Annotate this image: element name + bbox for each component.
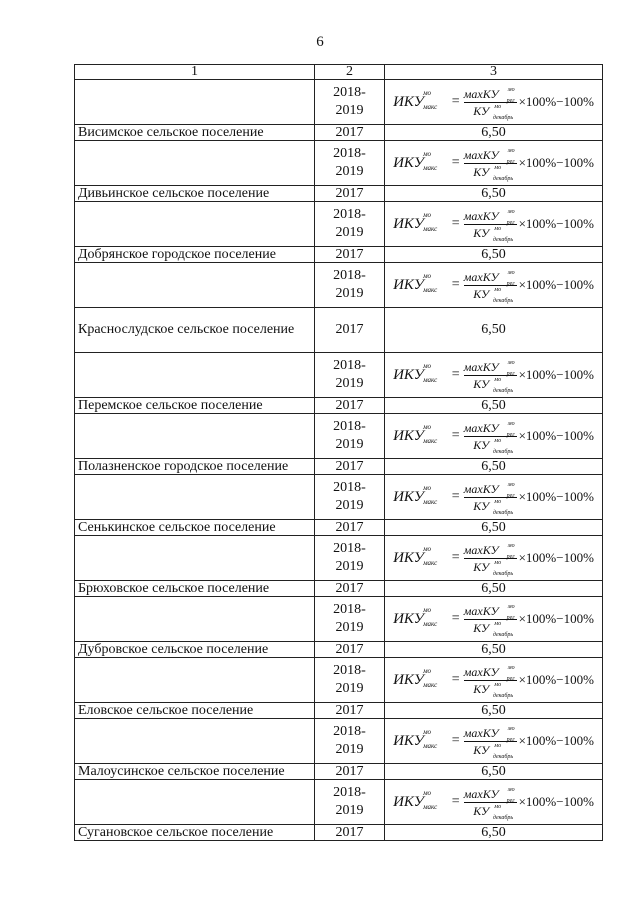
settlement-name-cell: Дивьинское сельское поселение — [75, 186, 315, 202]
formula-denominator-sup: мо — [494, 103, 502, 110]
formula-numerator-sub: рег — [506, 280, 515, 287]
formula-cell — [385, 263, 603, 308]
year-cell: 2017 — [315, 520, 385, 536]
formula-numerator-sub: рег — [506, 431, 515, 438]
formula-lhs-sup: мо — [423, 361, 432, 370]
value-cell: 6,50 — [385, 247, 603, 263]
formula-lhs: ИКУ — [393, 154, 424, 171]
year-cell: 2017 — [315, 125, 385, 141]
formula-denominator-sup: мо — [494, 286, 502, 293]
formula-tail: ×100%−100% — [518, 428, 594, 443]
table-row — [75, 780, 603, 825]
formula-numerator-sup: мо — [507, 481, 515, 488]
formula-denominator-sub: декабрь — [492, 814, 514, 821]
settlement-name-cell: Полазненское городское поселение — [75, 459, 315, 475]
formula-denominator-sub: декабрь — [492, 236, 514, 243]
formula-tail: ×100%−100% — [518, 733, 594, 748]
formula-equals: = — [451, 489, 460, 504]
formula-lhs: ИКУ — [393, 93, 424, 110]
year-range-cell: 2018- 2019 — [315, 353, 385, 398]
formula-denominator-sub: декабрь — [492, 631, 514, 638]
formula-denominator-sub: декабрь — [492, 114, 514, 121]
table-row — [75, 536, 603, 581]
value-cell: 6,50 — [385, 308, 603, 353]
formula-numerator-sub: рег — [506, 370, 515, 377]
formula-lhs: ИКУ — [393, 793, 424, 810]
formula-denominator-sup: мо — [494, 681, 502, 688]
formula-lhs-sup: мо — [423, 483, 432, 492]
tariff-table — [74, 64, 603, 841]
formula-equals: = — [451, 155, 460, 170]
table-row — [75, 186, 603, 202]
formula-fraction — [463, 542, 517, 577]
formula-lhs-sub: макс — [423, 224, 438, 233]
empty-cell — [75, 475, 315, 520]
formula-numerator: махКУ — [463, 269, 499, 284]
formula-denominator-sup: мо — [494, 803, 502, 810]
empty-cell — [75, 597, 315, 642]
formula-numerator-sup: мо — [507, 786, 515, 793]
year-range-cell: 2018- 2019 — [315, 536, 385, 581]
formula-numerator-sup: мо — [507, 664, 515, 671]
formula-numerator: махКУ — [463, 725, 499, 740]
formula-equals: = — [451, 216, 460, 231]
empty-cell — [75, 353, 315, 398]
table-row — [75, 80, 603, 125]
formula-numerator-sub: рег — [506, 97, 515, 104]
index-formula — [385, 80, 602, 124]
formula-fraction — [463, 208, 517, 243]
year-range-cell: 2018- 2019 — [315, 780, 385, 825]
table-row — [75, 308, 603, 353]
formula-cell — [385, 536, 603, 581]
formula-lhs-sub: макс — [423, 102, 438, 111]
index-formula — [385, 353, 602, 397]
table-row — [75, 658, 603, 703]
value-cell: 6,50 — [385, 581, 603, 597]
year-cell: 2017 — [315, 247, 385, 263]
formula-denominator: КУ — [473, 498, 490, 513]
formula-denominator-sup: мо — [494, 164, 502, 171]
formula-numerator-sub: рег — [506, 219, 515, 226]
formula-numerator-sup: мо — [507, 86, 515, 93]
formula-lhs-sup: мо — [423, 422, 432, 431]
formula-fraction — [463, 359, 517, 394]
table-row — [75, 398, 603, 414]
formula-denominator-sup: мо — [494, 437, 502, 444]
value-cell: 6,50 — [385, 398, 603, 414]
formula-fraction — [463, 786, 517, 821]
formula-cell — [385, 719, 603, 764]
formula-cell — [385, 475, 603, 520]
settlement-name-cell: Висимское сельское поселение — [75, 125, 315, 141]
header-col-1: 1 — [75, 65, 315, 80]
index-formula — [385, 141, 602, 185]
value-cell: 6,50 — [385, 825, 603, 841]
formula-lhs-sub: макс — [423, 558, 438, 567]
formula-tail: ×100%−100% — [518, 672, 594, 687]
formula-numerator-sup: мо — [507, 542, 515, 549]
formula-denominator-sub: декабрь — [492, 753, 514, 760]
formula-cell — [385, 202, 603, 247]
settlement-name-cell: Перемское сельское поселение — [75, 398, 315, 414]
year-cell: 2017 — [315, 825, 385, 841]
formula-cell — [385, 658, 603, 703]
empty-cell — [75, 536, 315, 581]
formula-tail: ×100%−100% — [518, 611, 594, 626]
formula-numerator-sub: рег — [506, 675, 515, 682]
formula-denominator-sub: декабрь — [492, 175, 514, 182]
formula-numerator-sub: рег — [506, 158, 515, 165]
header-col-2: 2 — [315, 65, 385, 80]
formula-numerator-sup: мо — [507, 420, 515, 427]
formula-denominator: КУ — [473, 103, 490, 118]
formula-lhs-sub: макс — [423, 497, 438, 506]
formula-numerator: махКУ — [463, 664, 499, 679]
formula-cell — [385, 141, 603, 186]
formula-equals: = — [451, 428, 460, 443]
formula-lhs: ИКУ — [393, 610, 424, 627]
formula-lhs: ИКУ — [393, 215, 424, 232]
formula-denominator: КУ — [473, 620, 490, 635]
formula-denominator: КУ — [473, 437, 490, 452]
formula-lhs-sub: макс — [423, 741, 438, 750]
formula-lhs: ИКУ — [393, 366, 424, 383]
formula-numerator: махКУ — [463, 208, 499, 223]
index-formula — [385, 414, 602, 458]
formula-equals: = — [451, 672, 460, 687]
formula-fraction — [463, 603, 517, 638]
empty-cell — [75, 414, 315, 459]
value-cell: 6,50 — [385, 520, 603, 536]
formula-tail: ×100%−100% — [518, 216, 594, 231]
table-row — [75, 459, 603, 475]
index-formula — [385, 658, 602, 702]
settlement-name-cell: Краснослудское сельское поселение — [75, 308, 315, 353]
table-row — [75, 247, 603, 263]
formula-lhs-sup: мо — [423, 210, 432, 219]
formula-denominator: КУ — [473, 559, 490, 574]
formula-numerator-sup: мо — [507, 208, 515, 215]
formula-numerator-sup: мо — [507, 147, 515, 154]
formula-lhs-sup: мо — [423, 88, 432, 97]
formula-denominator: КУ — [473, 681, 490, 696]
formula-lhs-sub: макс — [423, 375, 438, 384]
formula-equals: = — [451, 94, 460, 109]
table-row — [75, 520, 603, 536]
formula-tail: ×100%−100% — [518, 94, 594, 109]
year-cell: 2017 — [315, 581, 385, 597]
table-row — [75, 475, 603, 520]
formula-lhs-sub: макс — [423, 285, 438, 294]
formula-lhs: ИКУ — [393, 732, 424, 749]
formula-denominator: КУ — [473, 225, 490, 240]
value-cell: 6,50 — [385, 125, 603, 141]
formula-numerator-sup: мо — [507, 269, 515, 276]
index-formula — [385, 597, 602, 641]
formula-numerator-sup: мо — [507, 603, 515, 610]
formula-tail: ×100%−100% — [518, 277, 594, 292]
empty-cell — [75, 263, 315, 308]
year-range-cell: 2018- 2019 — [315, 263, 385, 308]
formula-equals: = — [451, 277, 460, 292]
formula-numerator-sup: мо — [507, 359, 515, 366]
formula-lhs: ИКУ — [393, 276, 424, 293]
index-formula — [385, 263, 602, 307]
year-range-cell: 2018- 2019 — [315, 414, 385, 459]
formula-cell — [385, 353, 603, 398]
formula-denominator: КУ — [473, 286, 490, 301]
formula-denominator-sup: мо — [494, 620, 502, 627]
index-formula — [385, 719, 602, 763]
table-header-row — [75, 65, 603, 80]
formula-lhs: ИКУ — [393, 427, 424, 444]
formula-fraction — [463, 86, 517, 121]
table-row — [75, 703, 603, 719]
formula-fraction — [463, 269, 517, 304]
empty-cell — [75, 202, 315, 247]
formula-tail: ×100%−100% — [518, 550, 594, 565]
formula-lhs-sub: макс — [423, 436, 438, 445]
formula-numerator-sub: рег — [506, 736, 515, 743]
year-cell: 2017 — [315, 398, 385, 414]
formula-denominator: КУ — [473, 164, 490, 179]
empty-cell — [75, 719, 315, 764]
settlement-name-cell: Брюховское сельское поселение — [75, 581, 315, 597]
formula-lhs: ИКУ — [393, 488, 424, 505]
formula-equals: = — [451, 733, 460, 748]
formula-cell — [385, 80, 603, 125]
formula-lhs-sup: мо — [423, 666, 432, 675]
formula-tail: ×100%−100% — [518, 367, 594, 382]
formula-denominator-sub: декабрь — [492, 509, 514, 516]
year-range-cell: 2018- 2019 — [315, 202, 385, 247]
formula-numerator: махКУ — [463, 147, 499, 162]
year-range-cell: 2018- 2019 — [315, 597, 385, 642]
formula-numerator: махКУ — [463, 86, 499, 101]
year-cell: 2017 — [315, 764, 385, 780]
value-cell: 6,50 — [385, 703, 603, 719]
formula-denominator-sup: мо — [494, 225, 502, 232]
page-number: 6 — [316, 34, 324, 50]
index-formula — [385, 536, 602, 580]
index-formula — [385, 202, 602, 246]
formula-fraction — [463, 664, 517, 699]
formula-numerator-sup: мо — [507, 725, 515, 732]
formula-denominator: КУ — [473, 376, 490, 391]
year-range-cell: 2018- 2019 — [315, 719, 385, 764]
formula-denominator-sup: мо — [494, 742, 502, 749]
formula-denominator-sub: декабрь — [492, 387, 514, 394]
table-row — [75, 353, 603, 398]
settlement-name-cell: Еловское сельское поселение — [75, 703, 315, 719]
formula-numerator: махКУ — [463, 481, 499, 496]
formula-numerator: махКУ — [463, 359, 499, 374]
formula-equals: = — [451, 550, 460, 565]
formula-cell — [385, 597, 603, 642]
settlement-name-cell: Малоусинское сельское поселение — [75, 764, 315, 780]
year-range-cell: 2018- 2019 — [315, 141, 385, 186]
formula-lhs-sub: макс — [423, 680, 438, 689]
empty-cell — [75, 80, 315, 125]
formula-fraction — [463, 725, 517, 760]
table-row — [75, 597, 603, 642]
formula-cell — [385, 780, 603, 825]
empty-cell — [75, 141, 315, 186]
formula-denominator: КУ — [473, 803, 490, 818]
formula-numerator-sub: рег — [506, 797, 515, 804]
value-cell: 6,50 — [385, 186, 603, 202]
formula-equals: = — [451, 611, 460, 626]
formula-numerator-sub: рег — [506, 614, 515, 621]
formula-lhs-sup: мо — [423, 788, 432, 797]
formula-denominator-sup: мо — [494, 559, 502, 566]
formula-fraction — [463, 147, 517, 182]
value-cell: 6,50 — [385, 764, 603, 780]
formula-denominator-sub: декабрь — [492, 297, 514, 304]
formula-lhs: ИКУ — [393, 549, 424, 566]
formula-numerator-sub: рег — [506, 492, 515, 499]
formula-fraction — [463, 420, 517, 455]
table-row — [75, 764, 603, 780]
index-formula — [385, 475, 602, 519]
formula-denominator: КУ — [473, 742, 490, 757]
formula-lhs-sup: мо — [423, 544, 432, 553]
formula-lhs-sub: макс — [423, 802, 438, 811]
formula-denominator-sub: декабрь — [492, 570, 514, 577]
formula-tail: ×100%−100% — [518, 155, 594, 170]
formula-lhs-sub: макс — [423, 163, 438, 172]
settlement-name-cell: Сенькинское сельское поселение — [75, 520, 315, 536]
formula-equals: = — [451, 367, 460, 382]
formula-fraction — [463, 481, 517, 516]
formula-lhs-sup: мо — [423, 149, 432, 158]
table-row — [75, 141, 603, 186]
table-row — [75, 414, 603, 459]
table-row — [75, 581, 603, 597]
year-cell: 2017 — [315, 308, 385, 353]
year-cell: 2017 — [315, 642, 385, 658]
formula-tail: ×100%−100% — [518, 794, 594, 809]
index-formula — [385, 780, 602, 824]
formula-numerator: махКУ — [463, 542, 499, 557]
formula-cell — [385, 414, 603, 459]
formula-denominator-sub: декабрь — [492, 448, 514, 455]
year-cell: 2017 — [315, 703, 385, 719]
formula-tail: ×100%−100% — [518, 489, 594, 504]
formula-lhs-sup: мо — [423, 605, 432, 614]
table-row — [75, 825, 603, 841]
table-row — [75, 202, 603, 247]
formula-numerator: махКУ — [463, 786, 499, 801]
settlement-name-cell: Сугановское сельское поселение — [75, 825, 315, 841]
table-row — [75, 719, 603, 764]
empty-cell — [75, 658, 315, 703]
year-cell: 2017 — [315, 459, 385, 475]
formula-lhs-sup: мо — [423, 271, 432, 280]
formula-lhs-sup: мо — [423, 727, 432, 736]
table-row — [75, 125, 603, 141]
value-cell: 6,50 — [385, 459, 603, 475]
formula-denominator-sup: мо — [494, 498, 502, 505]
year-range-cell: 2018- 2019 — [315, 658, 385, 703]
table-row — [75, 642, 603, 658]
formula-numerator-sub: рег — [506, 553, 515, 560]
value-cell: 6,50 — [385, 642, 603, 658]
formula-numerator: махКУ — [463, 603, 499, 618]
year-cell: 2017 — [315, 186, 385, 202]
formula-equals: = — [451, 794, 460, 809]
year-range-cell: 2018- 2019 — [315, 475, 385, 520]
year-range-cell: 2018- 2019 — [315, 80, 385, 125]
header-col-3: 3 — [385, 65, 603, 80]
formula-denominator-sup: мо — [494, 376, 502, 383]
empty-cell — [75, 780, 315, 825]
formula-numerator: махКУ — [463, 420, 499, 435]
formula-lhs-sub: макс — [423, 619, 438, 628]
settlement-name-cell: Дубровское сельское поселение — [75, 642, 315, 658]
settlement-name-cell: Добрянское городское поселение — [75, 247, 315, 263]
formula-lhs: ИКУ — [393, 671, 424, 688]
formula-denominator-sub: декабрь — [492, 692, 514, 699]
table-row — [75, 263, 603, 308]
